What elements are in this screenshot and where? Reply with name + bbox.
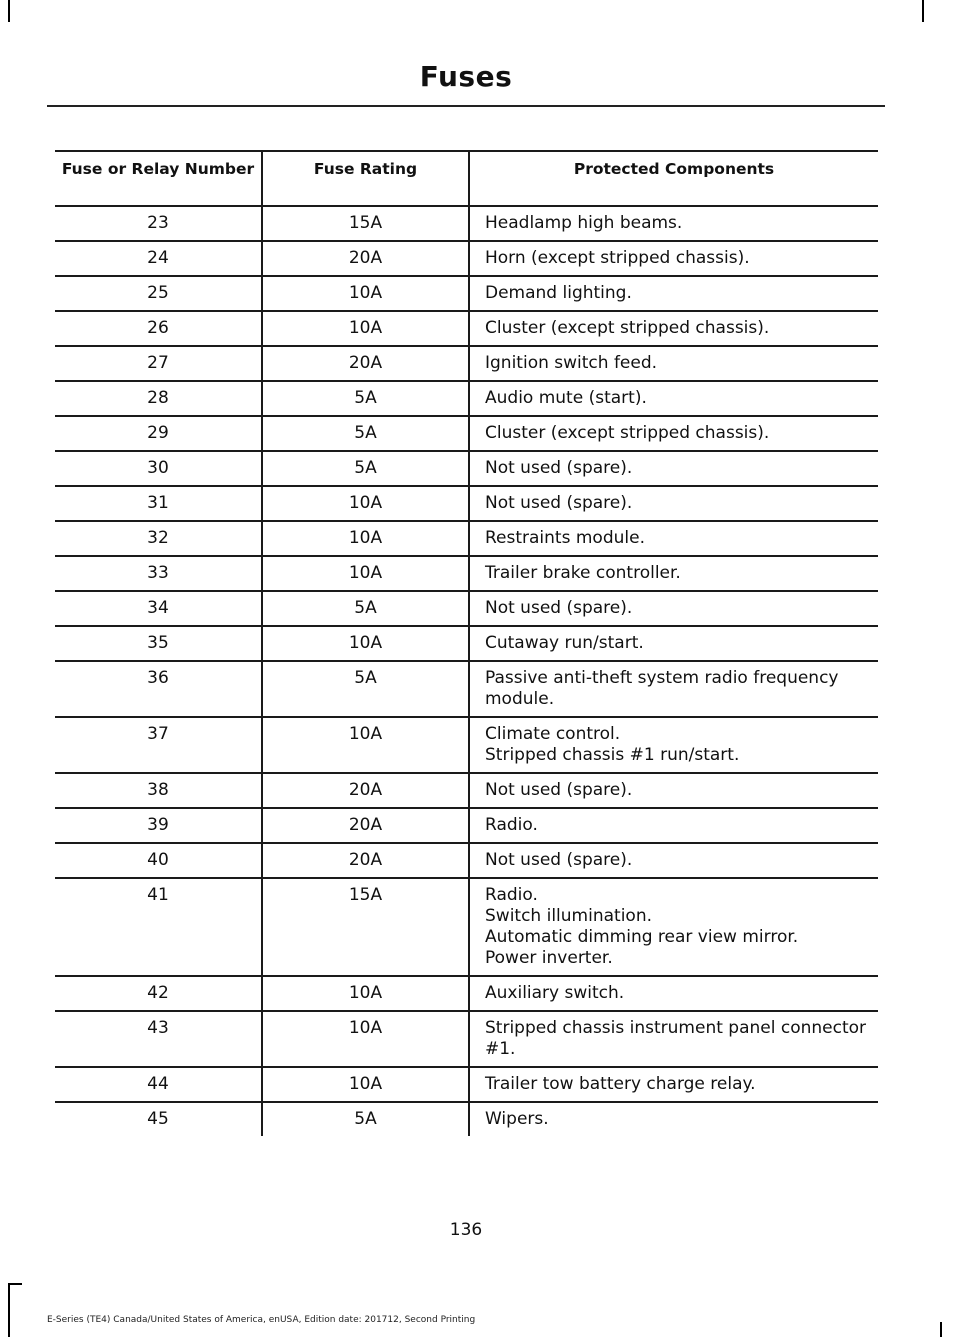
crop-mark	[8, 1283, 10, 1337]
fuse-rating: 5A	[262, 591, 469, 626]
table-row	[55, 311, 878, 346]
fuse-number: 26	[55, 311, 262, 346]
fuse-number: 33	[55, 556, 262, 591]
fuse-rating: 10A	[262, 556, 469, 591]
fuse-number: 35	[55, 626, 262, 661]
protected-components	[469, 1102, 878, 1136]
fuse-number: 38	[55, 773, 262, 808]
component-line: Audio mute (start).	[485, 388, 647, 408]
table-row	[55, 976, 878, 1011]
table-row	[55, 808, 878, 843]
fuse-number: 23	[55, 206, 262, 241]
crop-mark	[8, 1283, 22, 1285]
protected-components	[469, 206, 878, 241]
crop-mark	[8, 0, 10, 22]
fuse-rating: 5A	[262, 1102, 469, 1136]
fuse-rating: 20A	[262, 241, 469, 276]
component-line: Stripped chassis instrument panel connector #1.	[485, 1018, 867, 1059]
fuse-rating: 10A	[262, 1067, 469, 1102]
component-line: Auxiliary switch.	[485, 983, 625, 1003]
component-line: Cutaway run/start.	[485, 633, 644, 653]
protected-components	[469, 1011, 878, 1067]
protected-components	[469, 346, 878, 381]
fuse-rating: 5A	[262, 451, 469, 486]
protected-components	[469, 591, 878, 626]
fuse-number: 41	[55, 878, 262, 976]
component-line: Wipers.	[485, 1109, 549, 1129]
fuse-number: 28	[55, 381, 262, 416]
fuse-rating: 15A	[262, 206, 469, 241]
protected-components	[469, 486, 878, 521]
fuse-number: 25	[55, 276, 262, 311]
crop-mark	[922, 0, 924, 22]
fuse-number: 40	[55, 843, 262, 878]
component-line: Ignition switch feed.	[485, 353, 658, 373]
fuse-rating: 10A	[262, 626, 469, 661]
component-line: Automatic dimming rear view mirror.	[485, 927, 799, 947]
component-line: Not used (spare).	[485, 458, 633, 478]
component-line: Headlamp high beams.	[485, 213, 683, 233]
table-row	[55, 717, 878, 773]
table-row	[55, 591, 878, 626]
table-row	[55, 241, 878, 276]
protected-components	[469, 661, 878, 717]
fuse-number: 42	[55, 976, 262, 1011]
fuse-number: 31	[55, 486, 262, 521]
component-line: Trailer brake controller.	[485, 563, 681, 583]
protected-components	[469, 556, 878, 591]
fuse-number: 37	[55, 717, 262, 773]
table-row	[55, 451, 878, 486]
fuse-rating: 10A	[262, 1011, 469, 1067]
component-line: Passive anti-theft system radio frequency module.	[485, 668, 839, 709]
header-fuse-number: Fuse or Relay Number	[55, 151, 262, 206]
protected-components	[469, 808, 878, 843]
fuse-rating: 10A	[262, 311, 469, 346]
fuse-number: 39	[55, 808, 262, 843]
fuse-rating: 10A	[262, 486, 469, 521]
table-row	[55, 346, 878, 381]
table-row	[55, 878, 878, 976]
fuse-number: 24	[55, 241, 262, 276]
table-header-row	[55, 151, 878, 206]
table-row	[55, 843, 878, 878]
fuse-rating: 10A	[262, 276, 469, 311]
fuse-number: 44	[55, 1067, 262, 1102]
protected-components	[469, 241, 878, 276]
fuse-rating: 10A	[262, 521, 469, 556]
component-line: Trailer tow battery charge relay.	[485, 1074, 756, 1094]
table-row	[55, 486, 878, 521]
component-line: Radio.	[485, 815, 538, 835]
header-protected-components: Protected Components	[469, 151, 878, 206]
fuse-number: 29	[55, 416, 262, 451]
table-row	[55, 1102, 878, 1136]
protected-components	[469, 878, 878, 976]
protected-components	[469, 311, 878, 346]
page-number: 136	[449, 1220, 483, 1240]
protected-components	[469, 276, 878, 311]
fuse-rating: 20A	[262, 843, 469, 878]
protected-components	[469, 451, 878, 486]
fuse-number: 36	[55, 661, 262, 717]
fuse-rating: 5A	[262, 416, 469, 451]
fuse-number: 30	[55, 451, 262, 486]
protected-components	[469, 773, 878, 808]
component-line: Cluster (except stripped chassis).	[485, 423, 770, 443]
component-line: Power inverter.	[485, 948, 613, 968]
component-line: Restraints module.	[485, 528, 645, 548]
table-row	[55, 626, 878, 661]
fuse-table	[55, 150, 878, 1136]
table-row	[55, 276, 878, 311]
fuse-rating: 10A	[262, 976, 469, 1011]
protected-components	[469, 843, 878, 878]
crop-mark	[940, 1322, 942, 1337]
table-row	[55, 1011, 878, 1067]
table-row	[55, 1067, 878, 1102]
component-line: Not used (spare).	[485, 598, 633, 618]
fuse-number: 32	[55, 521, 262, 556]
table-row	[55, 521, 878, 556]
fuse-rating: 5A	[262, 381, 469, 416]
table-row	[55, 206, 878, 241]
component-line: Not used (spare).	[485, 780, 633, 800]
protected-components	[469, 976, 878, 1011]
fuse-number: 43	[55, 1011, 262, 1067]
protected-components	[469, 416, 878, 451]
component-line: Horn (except stripped chassis).	[485, 248, 750, 268]
fuse-number: 45	[147, 1109, 169, 1129]
component-line: Not used (spare).	[485, 850, 633, 870]
header-fuse-rating: Fuse Rating	[262, 151, 469, 206]
table-row	[55, 556, 878, 591]
component-line: Demand lighting.	[485, 283, 632, 303]
table-row	[55, 416, 878, 451]
fuse-table-body	[55, 206, 878, 1136]
protected-components	[469, 1067, 878, 1102]
table-row	[55, 773, 878, 808]
protected-components	[469, 381, 878, 416]
protected-components	[469, 626, 878, 661]
fuse-number: 27	[55, 346, 262, 381]
table-row	[55, 381, 878, 416]
component-line: Switch illumination.	[485, 906, 652, 926]
fuse-rating: 5A	[262, 661, 469, 717]
fuse-rating: 15A	[262, 878, 469, 976]
component-line: Cluster (except stripped chassis).	[485, 318, 770, 338]
fuse-rating: 20A	[262, 773, 469, 808]
component-line: Not used (spare).	[485, 493, 633, 513]
table-row	[55, 661, 878, 717]
fuse-rating: 20A	[262, 346, 469, 381]
page-title: Fuses	[419, 60, 513, 93]
fuse-number: 34	[55, 591, 262, 626]
component-line: Stripped chassis #1 run/start.	[485, 745, 740, 765]
protected-components	[469, 521, 878, 556]
component-line: Climate control.	[485, 724, 621, 744]
fuse-rating: 20A	[262, 808, 469, 843]
protected-components	[469, 717, 878, 773]
fuse-rating: 10A	[262, 717, 469, 773]
footer-edition: E-Series (TE4) Canada/United States of America, enUSA, Edition date: 201712, Second Printing	[47, 1315, 476, 1325]
title-rule	[47, 105, 885, 107]
component-line: Radio.	[485, 885, 538, 905]
